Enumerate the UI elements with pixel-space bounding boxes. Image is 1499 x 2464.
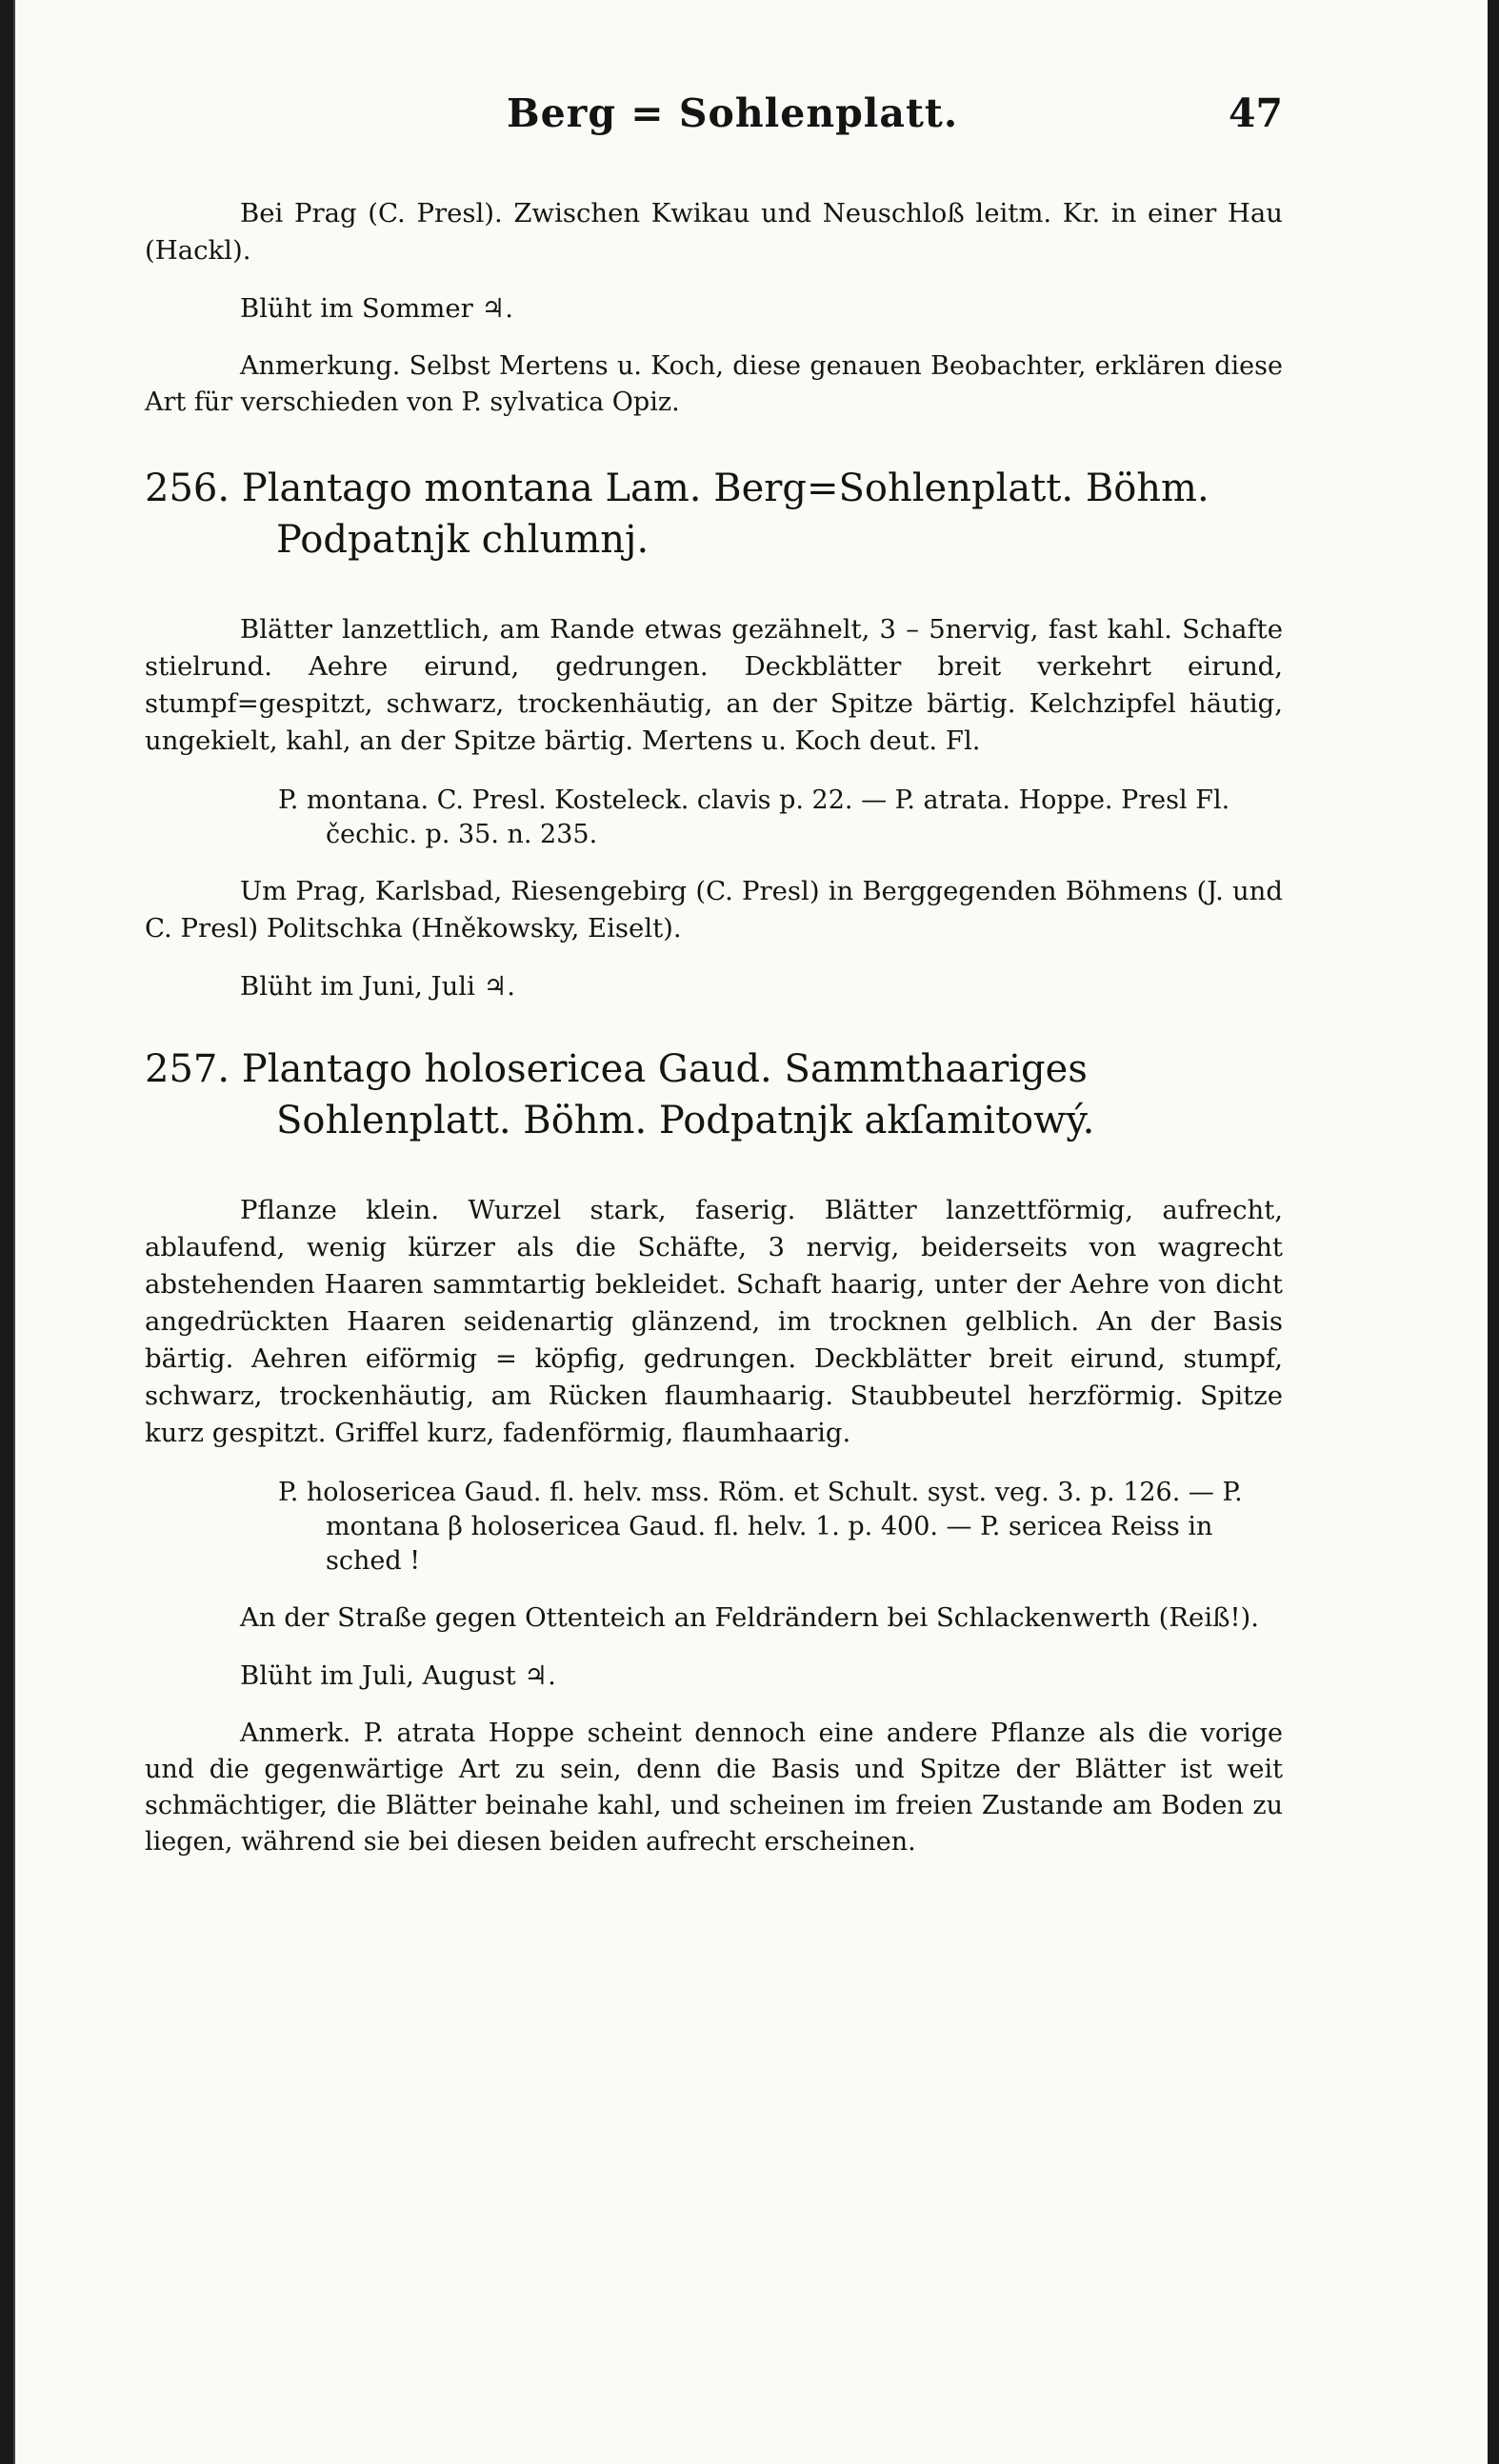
flowering-paragraph: Blüht im Juli, August ♃. (240, 1660, 556, 1691)
synonym-paragraph: P. holosericea Gaud. fl. helv. mss. Röm. et Schult. syst. veg. 3. p. 126. — P. montana β holosericea Gaud. fl. helv. 1. p. 400. — P. sericea Reiss in sched ! (278, 1478, 1243, 1576)
running-header (507, 90, 1283, 136)
locality-paragraph: Um Prag, Karlsbad, Riesengebirg (C. Presl) in Berggegenden Böhmens (J. und C. Presl) Politschka (Hněkowsky, Eiselt). (145, 876, 1283, 944)
flowering-paragraph: Blüht im Juni, Juli ♃. (240, 971, 516, 1002)
description-paragraph: Blätter lanzettlich, am Rande etwas gezähnelt, 3 – 5nervig, fast kahl. Schafte stielrund. Aehre eirund, gedrungen. Deckblätter breit verkehrt eirund, stumpf=gespitzt, schwarz, trockenhäutig, an der Spitze bärtig. Kelchzipfel häutig, ungekielt, kahl, an der Spitze bärtig. Mertens u. Koch deut. Fl. (145, 614, 1283, 756)
species-entry-256: 256. Plantago montana Lam. Berg=Sohlenplatt. Böhm. Podpatnjk chlumnj. (145, 467, 1209, 562)
remark-paragraph: Anmerk. P. atrata Hoppe scheint dennoch eine andere Pflanze als die vorige und die gegenwärtige Art zu sein, denn die Basis und Spitze der Blätter ist weit schmächtiger, die Blätter beinahe kahl, und scheinen im freien Zustande am Boden zu liegen, während sie bei diesen beiden aufrecht erscheinen. (145, 1719, 1283, 1857)
book-page (13, 0, 1488, 2464)
locality-paragraph: Bei Prag (C. Presl). Zwischen Kwikau und Neuschloß leitm. Kr. in einer Hau (Hackl). (145, 198, 1283, 266)
running-title: Berg = Sohlenplatt. (507, 90, 959, 136)
description-paragraph: Pflanze klein. Wurzel stark, faserig. Blätter lanzettförmig, aufrecht, ablaufend, wenig kürzer als die Schäfte, 3 nervig, beiderseits von wagrecht abstehenden Haaren sammtartig bekleidet. Schaft haarig, unter der Aehre von dicht angedrückten Haaren seidenartig glänzend, im trocknen gelblich. An der Basis bärtig. Aehren eiförmig = köpfig, gedrungen. Deckblätter breit eirund, stumpf, schwarz, trockenhäutig, am Rücken flaumhaarig. Staubbeutel herzförmig. Spitze kurz gespitzt. Griffel kurz, fadenförmig, flaumhaarig. (145, 1195, 1283, 1448)
locality-paragraph: An der Straße gegen Ottenteich an Feldrändern bei Schlackenwerth (Reiß!). (240, 1602, 1260, 1633)
page-edge-left (13, 0, 15, 2464)
species-entry-257: 257. Plantago holosericea Gaud. Sammthaariges Sohlenplatt. Böhm. Podpatnjk akſamitowý. (145, 1047, 1095, 1143)
page-number: 47 (1228, 90, 1283, 136)
remark-paragraph: Anmerkung. Selbst Mertens u. Koch, diese genauen Beobachter, erklären diese Art für verschieden von P. sylvatica Opiz. (145, 351, 1283, 417)
synonym-paragraph: P. montana. C. Presl. Kosteleck. clavis p. 22. — P. atrata. Hoppe. Presl Fl. čechic. p. 35. n. 235. (278, 785, 1230, 849)
flowering-paragraph: Blüht im Sommer ♃. (240, 293, 513, 324)
